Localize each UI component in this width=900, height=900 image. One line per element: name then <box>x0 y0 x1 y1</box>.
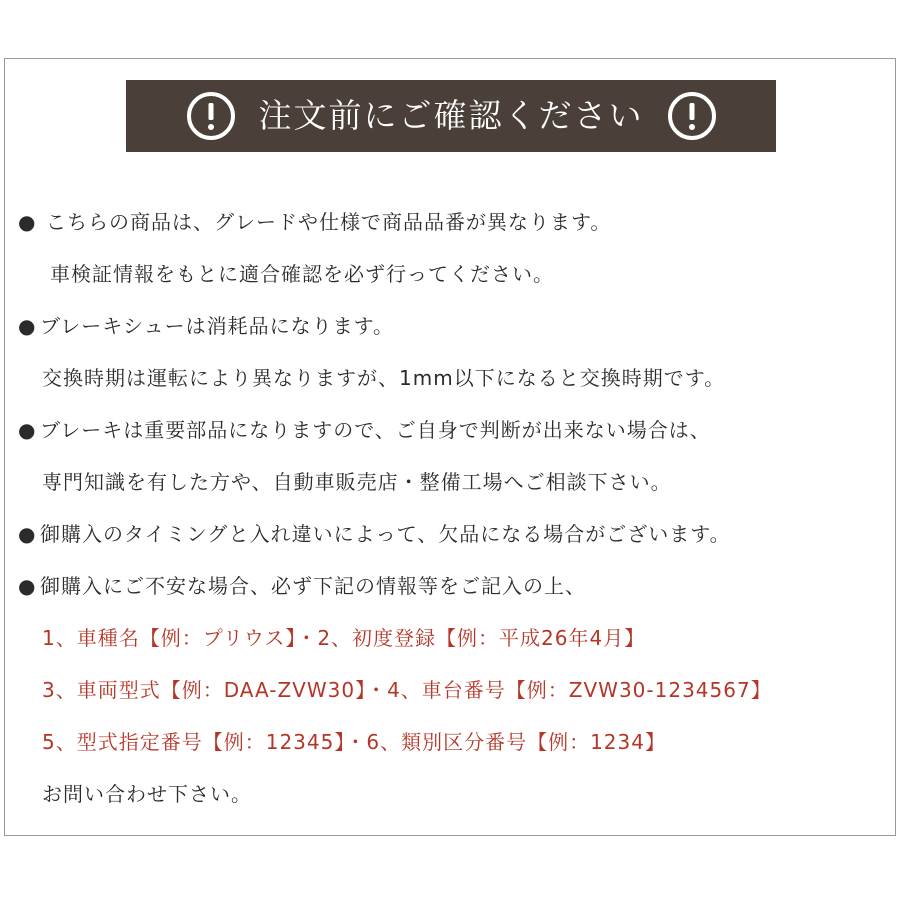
closing-line: お問い合わせ下さい。 <box>42 782 252 806</box>
note-line <box>18 352 888 404</box>
note-line <box>18 508 888 560</box>
note-text: 専門知識を有した方や、自動車販売店・整備工場へご相談下さい。 <box>42 470 672 494</box>
exclamation-circle-icon <box>666 90 718 142</box>
note-text: 御購入にご不安な場合、必ず下記の情報等をご記入の上、 <box>40 574 586 598</box>
bullet: ● <box>18 314 37 338</box>
notice-body <box>18 196 888 820</box>
bullet: ● <box>18 418 37 442</box>
note-line <box>18 196 888 248</box>
note-line <box>18 404 888 456</box>
bullet: ● <box>18 574 37 598</box>
note-text: 車検証情報をもとに適合確認を必ず行ってください。 <box>50 262 554 286</box>
note-line <box>18 300 888 352</box>
required-info-line: 5、型式指定番号【例：12345】・6、類別区分番号【例：1234】 <box>42 730 666 754</box>
note-line <box>18 248 888 300</box>
note-text: 御購入のタイミングと入れ違いによって、欠品になる場合がございます。 <box>40 522 731 546</box>
note-text: ブレーキは重要部品になりますので、ご自身で判断が出来ない場合は、 <box>40 418 711 442</box>
banner-title: 注文前にご確認ください <box>258 96 644 135</box>
note-text: ブレーキシューは消耗品になります。 <box>40 314 394 338</box>
note-line <box>18 560 888 612</box>
notice-banner <box>126 80 776 152</box>
bullet: ● <box>18 210 37 234</box>
required-info-line: 3、車両型式【例：DAA-ZVW30】・4、車台番号【例：ZVW30-1234567】 <box>42 678 772 702</box>
note-text: こちらの商品は、グレードや仕様で商品品番が異なります。 <box>46 210 612 234</box>
exclamation-circle-icon <box>185 90 237 142</box>
note-line <box>18 456 888 508</box>
bullet: ● <box>18 522 37 546</box>
required-info-line: 1、車種名【例：プリウス】・2、初度登録【例：平成26年4月】 <box>42 626 646 650</box>
note-text: 交換時期は運転により異なりますが、1mm以下になると交換時期です。 <box>42 366 726 390</box>
